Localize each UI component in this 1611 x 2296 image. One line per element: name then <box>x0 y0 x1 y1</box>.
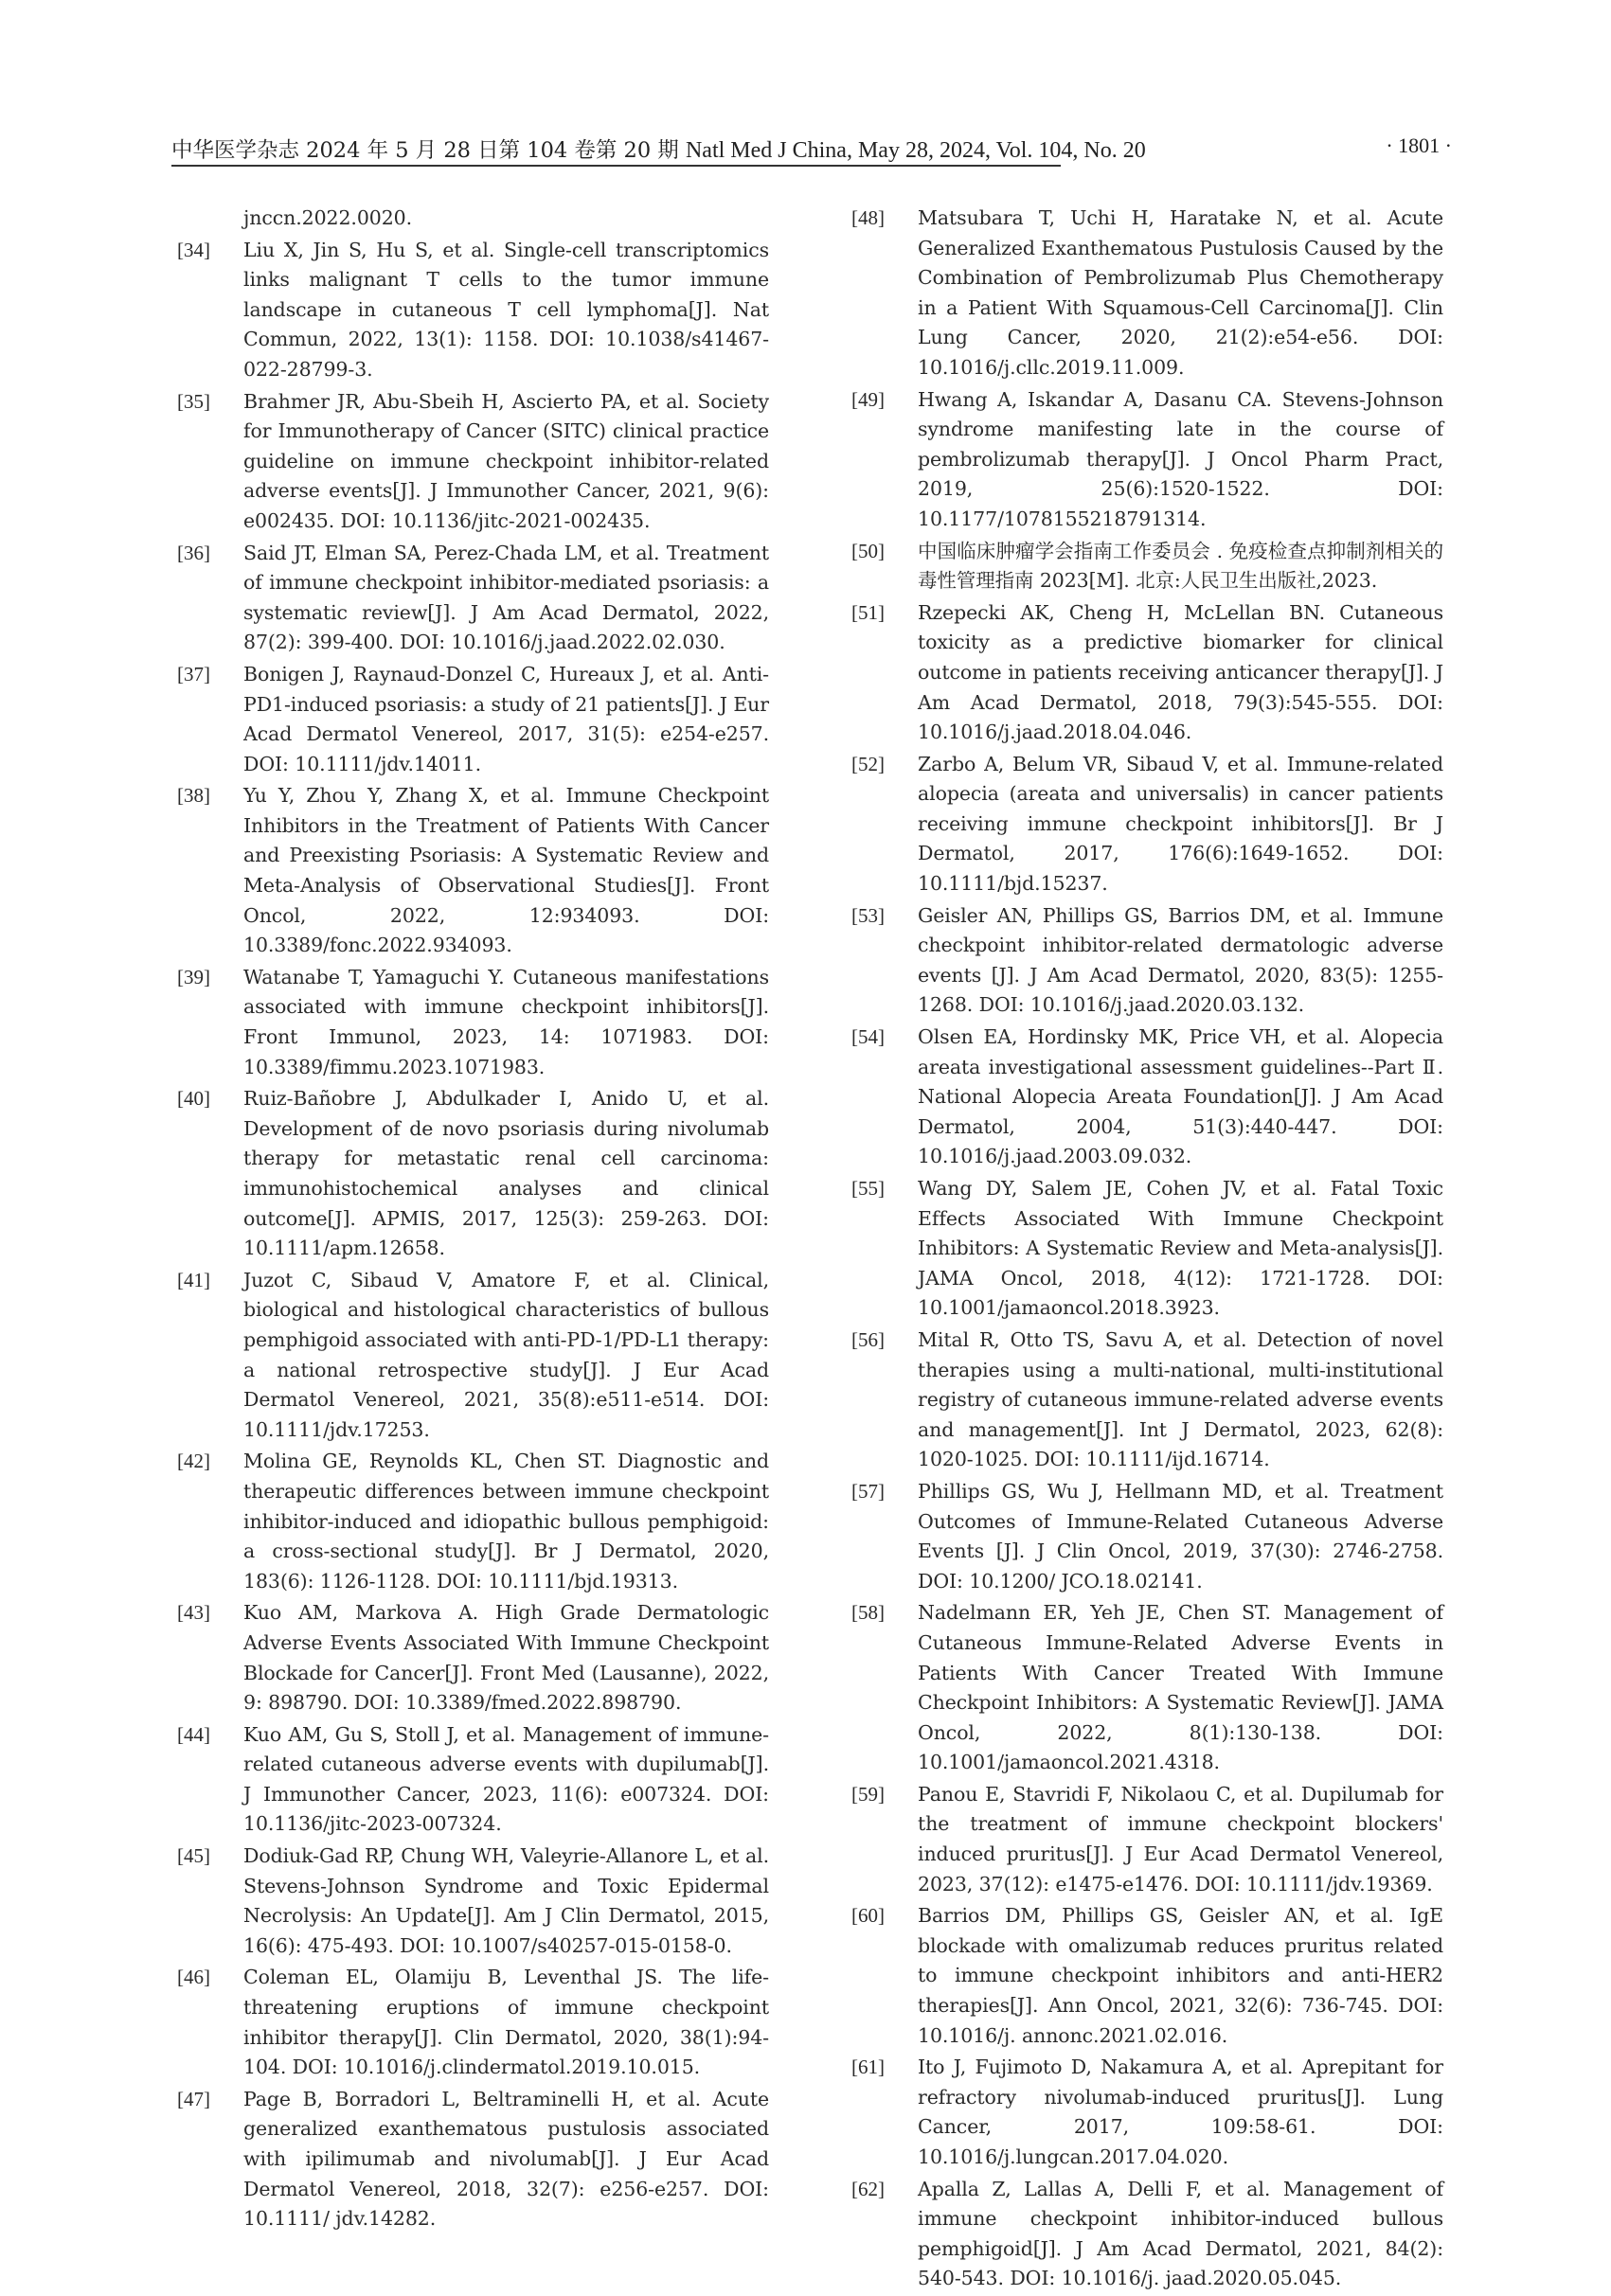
reference-text: Kuo AM, Markova A. High Grade Dermatologic Adverse Events Associated With Immune Checkpoint Blockade for Cancer[J]. Front Med (Lausanne), 2022, 9: 898790. DOI: 10.3389/fmed.2022.898790. <box>243 1601 769 1715</box>
reference-item <box>175 2085 769 2234</box>
reference-text: Dodiuk-Gad RP, Chung WH, Valeyrie-Allanore L, et al. Stevens-Johnson Syndrome and Toxic Epidermal Necrolysis: An Update[J]. Am J Clin Dermatol, 2015, 16(6): 475-493. DOI: 10.1007/s40257-015-0158-0. <box>243 1844 769 1957</box>
reference-text: Barrios DM, Phillips GS, Geisler AN, et al. IgE blockade with omalizumab reduces pruritus related to immune checkpoint inhibitors and anti-HER2 therapies[J]. Ann Oncol, 2021, 32(6): 736-745. DOI: 10.1016/j. annonc.2021.02.016. <box>918 1904 1443 2047</box>
reference-item <box>850 204 1443 383</box>
reference-text: Brahmer JR, Abu-Sbeih H, Ascierto PA, et al. Society for Immunotherapy of Cancer (SITC) clinical practice guideline on immune checkpoint inhibitor-related adverse events[J]. J Immunother Cancer, 2021, 9(6): e002435. DOI: 10.1136/jitc-2021-002435. <box>243 389 769 532</box>
reference-number: [44] <box>177 1722 210 1746</box>
reference-item <box>175 1720 769 1840</box>
reference-text: Coleman EL, Olamiju B, Leventhal JS. The life-threatening eruptions of immune checkpoint inhibitor therapy[J]. Clin Dermatol, 2020, 38(1):94-104. DOI: 10.1016/j.clindermatol.2019.10.015. <box>243 1966 769 2079</box>
reference-item <box>175 539 769 658</box>
running-header <box>171 128 1452 166</box>
reference-item <box>175 387 769 537</box>
reference-item <box>850 1598 1443 1778</box>
reference-item <box>850 1174 1443 1324</box>
reference-item <box>175 1598 769 1718</box>
reference-number: [34] <box>177 238 210 261</box>
reference-item <box>850 2053 1443 2172</box>
reference-item <box>175 660 769 779</box>
reference-item <box>850 750 1443 899</box>
header-underline <box>171 165 1061 167</box>
reference-number: [51] <box>851 600 885 624</box>
reference-item <box>850 537 1443 596</box>
reference-number: [58] <box>851 1601 885 1625</box>
reference-continuation <box>175 204 769 234</box>
reference-number: [39] <box>177 965 210 988</box>
reference-item <box>175 1447 769 1596</box>
reference-item <box>175 236 769 385</box>
reference-text: Rzepecki AK, Cheng H, McLellan BN. Cutaneous toxicity as a predictive biomarker for clinical outcome in patients receiving anticancer therapy[J]. J Am Acad Dermatol, 2018, 79(3):545-555. DOI: 10.1016/j.jaad.2018.04.046. <box>918 600 1443 744</box>
reference-text: Bonigen J, Raynaud-Donzel C, Hureaux J, et al. Anti-PD1-induced psoriasis: a study of 21 patients[J]. J Eur Acad Dermatol Venereol, 2017, 31(5): e254-e257. DOI: 10.1111/jdv.14011. <box>243 662 769 775</box>
reference-number: [55] <box>851 1177 885 1200</box>
reference-number: [36] <box>177 541 210 564</box>
reference-number: [56] <box>851 1327 885 1351</box>
reference-number: [61] <box>851 2056 885 2079</box>
reference-number: [59] <box>851 1782 885 1806</box>
reference-text: Ito J, Fujimoto D, Nakamura A, et al. Aprepitant for refractory nivolumab-induced pruritus[J]. Lung Cancer, 2017, 109:58-61. DOI: 10.1016/j.lungcan.2017.04.020. <box>918 2056 1443 2168</box>
reference-item <box>175 1084 769 1264</box>
reference-number: [60] <box>851 1904 885 1928</box>
reference-item <box>175 781 769 961</box>
reference-text: Hwang A, Iskandar A, Dasanu CA. Stevens-Johnson syndrome manifesting late in the course of pembrolizumab therapy[J]. J Oncol Pharm Pract, 2019, 25(6):1520-1522. DOI: 10.1177/1078155218791314. <box>918 387 1443 530</box>
journal-name-english: Natl Med J China, May 28, 2024, Vol. 104, No. 20 <box>685 138 1146 163</box>
reference-item <box>850 385 1443 535</box>
reference-text: Phillips GS, Wu J, Hellmann MD, et al. Treatment Outcomes of Immune-Related Cutaneous Adverse Events [J]. J Clin Oncol, 2019, 37(30): 2746-2758. DOI: 10.1200/ JCO.18.02141. <box>918 1479 1443 1593</box>
reference-number: [53] <box>851 903 885 927</box>
reference-item <box>850 1780 1443 1899</box>
reference-text: Matsubara T, Uchi H, Haratake N, et al. Acute Generalized Exanthematous Pustulosis Caused by the Combination of Pembrolizumab Plus Chemotherapy in a Patient With Squamous-Cell Carcinoma[J]. Clin Lung Cancer, 2020, 21(2):e54-e56. DOI: 10.1016/j.cllc.2019.11.009. <box>918 206 1443 379</box>
reference-number: [38] <box>177 784 210 808</box>
reference-text: Yu Y, Zhou Y, Zhang X, et al. Immune Checkpoint Inhibitors in the Treatment of Patients With Cancer and Preexisting Psoriasis: A Systematic Review and Meta-Analysis of Observational Studies[J]. Front Oncol, 2022, 12:934093. DOI: 10.3389/fonc.2022.934093. <box>243 784 769 957</box>
reference-number: [41] <box>177 1268 210 1291</box>
reference-item <box>850 1477 1443 1596</box>
reference-item <box>850 1901 1443 2051</box>
reference-text: Wang DY, Salem JE, Cohen JV, et al. Fatal Toxic Effects Associated With Immune Checkpoint Inhibitors: A Systematic Review and Meta-analysis[J]. JAMA Oncol, 2018, 4(12): 1721-1728. DOI: 10.1001/jamaoncol.2018.3923. <box>918 1177 1443 1320</box>
reference-text: Liu X, Jin S, Hu S, et al. Single-cell transcriptomics links malignant T cells to the tumor immune landscape in cutaneous T cell lymphoma[J]. Nat Commun, 2022, 13(1): 1158. DOI: 10.1038/s41467-022-28799-3. <box>243 238 769 381</box>
reference-text: Juzot C, Sibaud V, Amatore F, et al. Clinical, biological and histological characteristics of bullous pemphigoid associated with anti-PD-1/PD-L1 therapy: a national retrospective study[J]. J Eur Acad Dermatol Venereol, 2021, 35(8):e511-e514. DOI: 10.1111/jdv.17253. <box>243 1268 769 1441</box>
journal-name-chinese: 中华医学杂志 2024 年 5 月 28 日第 104 卷第 20 期 <box>171 138 679 163</box>
reference-text: Mital R, Otto TS, Savu A, et al. Detection of novel therapies using a multi-national, multi-institutional registry of cutaneous immune-related adverse events and management[J]. Int J Dermatol, 2023, 62(8): 1020-1025. DOI: 10.1111/ijd.16714. <box>918 1327 1443 1471</box>
reference-number: [37] <box>177 662 210 685</box>
reference-item <box>850 1326 1443 1475</box>
reference-text: Watanabe T, Yamaguchi Y. Cutaneous manifestations associated with immune checkpoint inhibitors[J]. Front Immunol, 2023, 14: 1071983. DOI: 10.3389/fimmu.2023.1071983. <box>243 965 769 1078</box>
reference-text: Ruiz-Bañobre J, Abdulkader I, Anido U, et al. Development of de novo psoriasis during nivolumab therapy for metastatic renal cell carcinoma: immunohistochemical analyses and clinical outcome[J]. APMIS, 2017, 125(3): 259-263. DOI: 10.1111/apm.12658. <box>243 1087 769 1260</box>
reference-text: Geisler AN, Phillips GS, Barrios DM, et al. Immune checkpoint inhibitor-related dermatologic adverse events [J]. J Am Acad Dermatol, 2020, 83(5): 1255-1268. DOI: 10.1016/j.jaad.2020.03.132. <box>918 903 1443 1017</box>
reference-number: [40] <box>177 1087 210 1111</box>
reference-number: [42] <box>177 1450 210 1473</box>
reference-number: [54] <box>851 1025 885 1049</box>
reference-text: Panou E, Stavridi F, Nikolaou C, et al. Dupilumab for the treatment of immune checkpoint blockers' induced pruritus[J]. J Eur Acad Dermatol Venereol, 2023, 37(12): e1475-e1476. DOI: 10.1111/jdv.19369. <box>918 1782 1443 1896</box>
reference-column-left <box>175 204 769 2236</box>
reference-item <box>175 963 769 1082</box>
reference-number: [45] <box>177 1844 210 1868</box>
reference-number: [52] <box>851 752 885 775</box>
reference-text: Kuo AM, Gu S, Stoll J, et al. Management of immune-related cutaneous adverse events with dupilumab[J]. J Immunother Cancer, 2023, 11(6): e007324. DOI: 10.1136/jitc-2023-007324. <box>243 1722 769 1836</box>
reference-text: Apalla Z, Lallas A, Delli F, et al. Management of immune checkpoint inhibitor-induced bullous pemphigoid[J]. J Am Acad Dermatol, 2021, 84(2): 540-543. DOI: 10.1016/j. jaad.2020.05.045. <box>918 2177 1443 2290</box>
reference-item <box>850 901 1443 1021</box>
reference-text: Molina GE, Reynolds KL, Chen ST. Diagnostic and therapeutic differences between immune checkpoint inhibitor-induced and idiopathic bullous pemphigoid: a cross-sectional study[J]. Br J Dermatol, 2020, 183(6): 1126-1128. DOI: 10.1111/bjd.19313. <box>243 1450 769 1593</box>
reference-number: [46] <box>177 1966 210 1989</box>
reference-item <box>850 598 1443 748</box>
reference-text: 中国临床肿瘤学会指南工作委员会 . 免疫检查点抑制剂相关的毒性管理指南 2023[M]. 北京:人民卫生出版社,2023. <box>918 539 1443 593</box>
reference-text: jnccn.2022.0020. <box>243 206 413 229</box>
reference-number: [57] <box>851 1479 885 1503</box>
reference-item <box>850 2175 1443 2294</box>
reference-item <box>175 1266 769 1446</box>
reference-number: [49] <box>851 387 885 411</box>
reference-item <box>175 1842 769 1961</box>
reference-number: [43] <box>177 1601 210 1625</box>
reference-number: [47] <box>177 2087 210 2110</box>
journal-citation-line <box>171 133 1146 164</box>
reference-text: Said JT, Elman SA, Perez-Chada LM, et al. Treatment of immune checkpoint inhibitor-mediated psoriasis: a systematic review[J]. J Am Acad Dermatol, 2022, 87(2): 399-400. DOI: 10.1016/j.jaad.2022.02.030. <box>243 541 769 654</box>
reference-text: Nadelmann ER, Yeh JE, Chen ST. Management of Cutaneous Immune-Related Adverse Events in Patients With Cancer Treated With Immune Checkpoint Inhibitors: A Systematic Review[J]. JAMA Oncol, 2022, 8(1):130-138. DOI: 10.1001/jamaoncol.2021.4318. <box>918 1601 1443 1774</box>
page-number: · 1801 · <box>1386 133 1452 157</box>
reference-item <box>175 1963 769 2082</box>
reference-number: [35] <box>177 389 210 413</box>
reference-text: Page B, Borradori L, Beltraminelli H, et al. Acute generalized exanthematous pustulosis associated with ipilimumab and nivolumab[J]. J Eur Acad Dermatol Venereol, 2018, 32(7): e256-e257. DOI: 10.1111/ jdv.14282. <box>243 2087 769 2231</box>
reference-text: Zarbo A, Belum VR, Sibaud V, et al. Immune-related alopecia (areata and universalis) in cancer patients receiving immune checkpoint inhibitors[J]. Br J Dermatol, 2017, 176(6):1649-1652. DOI: 10.1111/bjd.15237. <box>918 752 1443 896</box>
reference-number: [50] <box>851 539 885 562</box>
reference-number: [62] <box>851 2177 885 2200</box>
reference-item <box>850 1023 1443 1172</box>
reference-column-right <box>850 204 1443 2296</box>
reference-text: Olsen EA, Hordinsky MK, Price VH, et al. Alopecia areata investigational assessment guidelines--Part Ⅱ. National Alopecia Areata Foundation[J]. J Am Acad Dermatol, 2004, 51(3):440-447. DOI: 10.1016/j.jaad.2003.09.032. <box>918 1025 1443 1168</box>
reference-number: [48] <box>851 206 885 229</box>
